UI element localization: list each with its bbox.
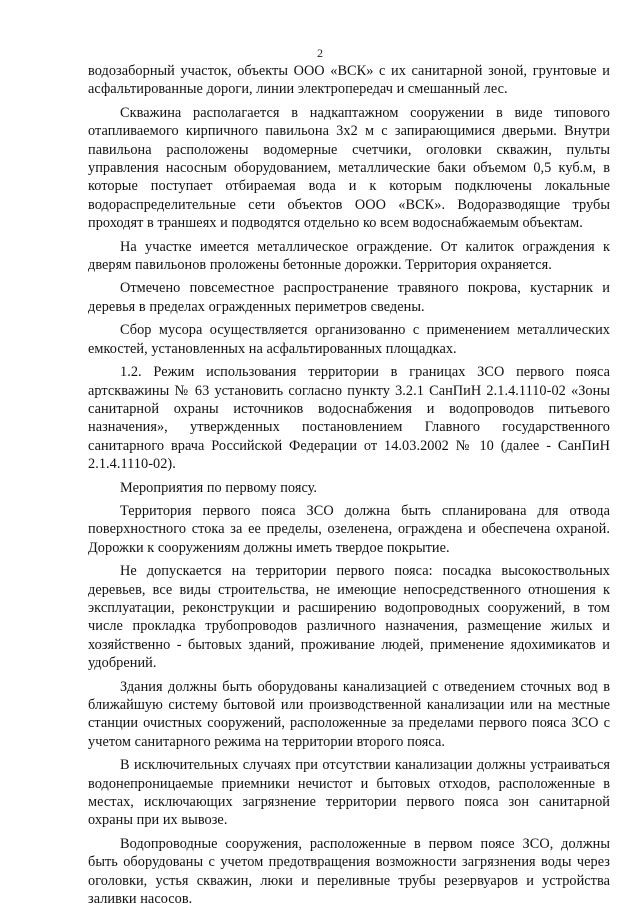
paragraph-waste-collection: Сбор мусора осуществляется организованно с применением металлических емкостей, установленных на асфальтированных площадках. (88, 322, 610, 357)
paragraph-fence: На участке имеется металлическое ограждение. От калиток ограждения к дверям павильонов проложены бетонные дорожки. Территория охраняется. (88, 238, 610, 274)
paragraph-vegetation: Отмечено повсеместное распространение травяного покрова, кустарник и деревья в пределах огражденных периметров сведены. (88, 280, 610, 315)
paragraph-territory-planning: Территория первого пояса ЗСО должна быть спланирована для отвода поверхностного стока за ее пределы, озеленена, ограждена и обеспечена охраной. Дорожки к сооружениям должны иметь твердое покрытие. (88, 502, 610, 556)
page-number: 2 (317, 46, 323, 60)
paragraph-section-1-2: 1.2. Режим использования территории в границах ЗСО первого пояса артскважины № 63 установить согласно пункту 3.2.1 СанПиН 2.1.4.1110-02 «Зоны санитарной охраны источников водоснабжения и водопроводов питьевого назначения», утвержденных постановлением Главного государственного санитарного врача Российской Федерации от 14.03.2002 № 10 (далее - СанПиН 2.1.4.1110-02). (88, 364, 610, 473)
paragraph-measures-heading: Мероприятия по первому поясу. (120, 479, 318, 496)
paragraph-sewerage: Здания должны быть оборудованы канализацией с отведением сточных вод в ближайшую систему бытовой или производственной канализации или на местные станции очистных сооружений, расположенные за пределами первого пояса ЗСО с учетом санитарного режима на территории второго пояса. (88, 678, 610, 750)
document-body (88, 62, 610, 913)
paragraph-exceptional-cases: В исключительных случаях при отсутствии канализации должны устраиваться водонепроницаемые приемники нечистот и бытовых отходов, расположенные в местах, исключающих загрязнение территории первого пояса зон санитарной охраны при их вывозе. (88, 757, 610, 829)
paragraph-continuation: водозаборный участок, объекты ООО «ВСК» с их санитарной зоной, грунтовые и асфальтированные дороги, линии электропередач и смешанный лес. (88, 63, 610, 98)
paragraph-well-pavilion: Скважина располагается в надкаптажном сооружении в виде типового отапливаемого кирпичного павильона 3х2 м с запирающимися дверьми. Внутри павильона расположены водомерные счетчики, оголовки скважин, пульты управления насосным оборудованием, металлические баки объемом 0,5 куб.м, в которые поступает отбираемая вода и к которым подключены локальные водораспределительные сети объектов ООО «ВСК». Водоразводящие трубы проходят в траншеях и подводятся отдельно ко всем водоснабжаемым объектам. (88, 104, 610, 232)
paragraph-water-structures: Водопроводные сооружения, расположенные в первом поясе ЗСО, должны быть оборудованы с учетом предотвращения возможности загрязнения воды через оголовки, устья скважин, люки и переливные трубы резервуаров и устройства заливки насосов. (88, 835, 610, 908)
paragraph-prohibitions: Не допускается на территории первого пояса: посадка высокоствольных деревьев, все виды строительства, не имеющие непосредственного отношения к эксплуатации, реконструкции и расширению водопроводных сооружений, в том числе прокладка трубопроводов различного назначения, размещение жилых и хозяйственно - бытовых зданий, проживание людей, применение ядохимикатов и удобрений. (88, 563, 610, 672)
